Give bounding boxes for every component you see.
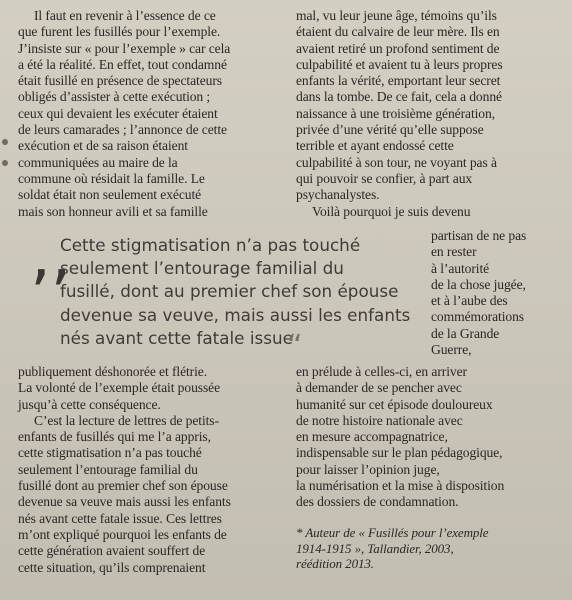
- column-2-bottom-text: [296, 364, 558, 511]
- pull-quote-line: seulement l’entourage familial du: [60, 258, 344, 279]
- pull-quote: [60, 234, 425, 350]
- text-line: cette stigmatisation n’a pas touché: [18, 445, 202, 461]
- text-line: qui pouvoir se confier, à part aux: [296, 170, 473, 186]
- text-line: fusillé dont au premier chef son épouse: [18, 478, 228, 494]
- text-line: en rester: [431, 244, 477, 260]
- text-line: enfants la vérité, emportant leur secret: [296, 73, 501, 89]
- text-line: La volonté de l’exemple était poussée: [18, 380, 221, 396]
- text-line: à l’autorité: [431, 260, 490, 276]
- text-line: Voilà pourquoi je suis devenu: [312, 203, 471, 219]
- column-1-bottom-text: [18, 364, 280, 576]
- margin-bullet: [2, 139, 8, 145]
- text-line: ceux qui devaient les exécuter étaient: [18, 105, 218, 121]
- text-line: culpabilité et avaient tu à leurs propres: [296, 56, 503, 72]
- text-line: publiquement déshonorée et flétrie.: [18, 364, 208, 379]
- text-line: a été la réalité. En effet, tout condamné: [18, 56, 227, 72]
- text-line: indispensable sur le plan pédagogique,: [296, 445, 503, 461]
- author-footnote: [296, 525, 558, 572]
- text-line: privée d’une vérité qu’elle suppose: [296, 122, 484, 138]
- text-line: la numérisation et la mise à disposition: [296, 478, 505, 494]
- text-line: naissance à une troisième génération,: [296, 105, 495, 121]
- text-line: mal, vu leur jeune âge, témoins qu’ils: [296, 8, 497, 23]
- text-line: en mesure accompagnatrice,: [296, 429, 448, 445]
- text-line: et à l’aube des: [431, 293, 508, 309]
- column-1-top-text: [18, 8, 280, 220]
- text-line: psychanalystes.: [296, 187, 380, 203]
- footnote-line: réédition 2013.: [296, 556, 374, 571]
- text-line: de leurs camarades ; l’annonce de cette: [18, 122, 227, 138]
- pull-quote-line: devenue sa veuve, mais aussi les enfants: [60, 304, 411, 325]
- text-line: mais son honneur avili et sa famille: [18, 203, 208, 219]
- text-line: soldat était non seulement exécuté: [18, 187, 202, 203]
- pull-quote-line: nés avant cette fatale issue: [60, 327, 293, 348]
- text-line: culpabilité à son tour, ne voyant pas à: [296, 154, 497, 170]
- text-line: des dossiers de condamnation.: [296, 494, 459, 510]
- footnote-line: 1914-1915 », Tallandier, 2003,: [296, 540, 454, 556]
- text-line: jusqu’à cette conséquence.: [18, 396, 161, 412]
- text-line: Il faut en revenir à l’essence de ce: [34, 8, 216, 23]
- text-line: en prélude à celles-ci, en arriver: [296, 364, 467, 379]
- text-line: C’est la lecture de lettres de petits-: [34, 412, 219, 428]
- text-line: J’insiste sur « pour l’exemple » car cela: [18, 40, 231, 56]
- text-line: commémorations: [431, 309, 524, 325]
- text-line: Guerre,: [431, 342, 472, 358]
- text-line: de la chose jugée,: [431, 276, 526, 292]
- text-line: humanité sur cet épisode douloureux: [296, 396, 493, 412]
- text-line: enfants de fusillés qui me l’a appris,: [18, 429, 211, 445]
- text-line: était fusillé en présence de spectateurs: [18, 73, 222, 89]
- text-line: de la Grande: [431, 325, 500, 341]
- text-line: de notre histoire nationale avec: [296, 412, 463, 428]
- text-line: étaient du calvaire de leur mère. Ils en: [296, 24, 500, 40]
- text-line: terrible et ayant endossé cette: [296, 138, 454, 154]
- text-line: commune où résidait la famille. Le: [18, 170, 205, 186]
- text-line: que furent les fusillés pour l’exemple.: [18, 24, 221, 40]
- text-line: seulement l’entourage familial du: [18, 461, 198, 477]
- open-quote-icon: ‚‚: [30, 219, 71, 293]
- column-2-wrap-text: [431, 228, 561, 358]
- text-line: à demander de se pencher avec: [296, 380, 462, 396]
- text-line: pour laisser l’opinion juge,: [296, 461, 440, 477]
- text-line: partisan de ne pas: [431, 228, 527, 243]
- pull-quote-line: Cette stigmatisation n’a pas touché: [60, 235, 361, 255]
- pull-quote-line: fusillé, dont au premier chef son épouse: [60, 281, 399, 302]
- text-line: dans la tombe. De ce fait, cela a donné: [296, 89, 502, 105]
- text-line: cette situation, qu’ils comprenaient: [18, 559, 206, 575]
- footnote-line: * Auteur de « Fusillés pour l’exemple: [296, 525, 489, 540]
- text-line: cette génération avaient souffert de: [18, 543, 206, 559]
- margin-bullet: [2, 160, 8, 166]
- text-line: obligés d’assister à cette exécution ;: [18, 89, 211, 105]
- text-line: avaient retiré un profond sentiment de: [296, 40, 500, 56]
- text-line: exécution et de sa raison étaient: [18, 138, 188, 154]
- text-line: devenue sa veuve mais aussi les enfants: [18, 494, 231, 510]
- text-line: communiquées au maire de la: [18, 154, 178, 170]
- text-line: m’ont expliqué pourquoi les enfants de: [18, 526, 227, 542]
- close-quote-icon: “: [287, 329, 303, 364]
- column-2-top-text: [296, 8, 558, 220]
- text-line: nés avant cette fatale issue. Ces lettres: [18, 510, 222, 526]
